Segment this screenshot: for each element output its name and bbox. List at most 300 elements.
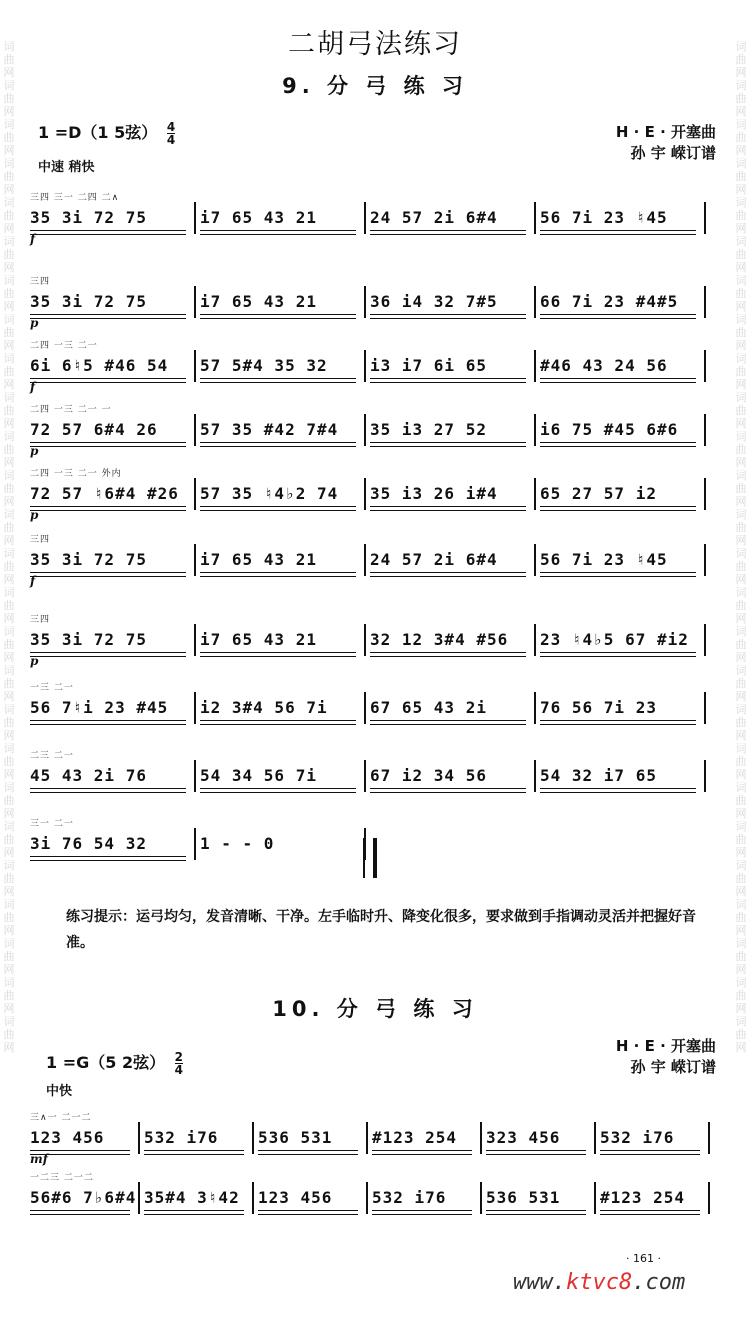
- beam-line: [144, 1154, 244, 1155]
- beam-line: [30, 230, 186, 231]
- dynamic-mark: p: [30, 508, 39, 522]
- score-row: [30, 186, 720, 248]
- beam-line: [540, 446, 696, 447]
- measure-notes: i7 65 43 21: [200, 550, 317, 569]
- fingering-marks: 一二三 二一二: [30, 1173, 94, 1183]
- measure: [200, 462, 370, 524]
- barline: [534, 624, 536, 656]
- measure-notes: i7 65 43 21: [200, 630, 317, 649]
- dynamic-mark: p: [30, 654, 39, 668]
- beam-line: [600, 1214, 700, 1215]
- watermark-right: 词曲网词曲网词曲网词曲网词曲网词曲网词曲网词曲网词曲网词曲网词曲网词曲网词曲网词曲网词曲网词曲网词曲网词曲网词曲网词曲网词曲网词曲网词曲网词曲网词曲网词曲网: [735, 40, 747, 1054]
- measure-notes: 36 i4 32 7#5: [370, 292, 498, 311]
- measure: [200, 676, 370, 738]
- measure-notes: 45 43 2i 76: [30, 766, 147, 785]
- beam-line: [540, 230, 696, 231]
- beam-line: [200, 788, 356, 789]
- score-row: [30, 398, 720, 460]
- score-row: [30, 528, 720, 590]
- score-row: [30, 1166, 720, 1228]
- dynamic-mark: p: [30, 316, 39, 330]
- composer: H · E · 开塞曲: [615, 123, 716, 141]
- barline: [364, 350, 366, 382]
- measure: [200, 334, 370, 396]
- measure: [200, 608, 370, 670]
- barline: [194, 624, 196, 656]
- beam-line: [30, 318, 186, 319]
- measure-notes: 57 35 ♮4♭2 74: [200, 484, 339, 503]
- measure: [540, 528, 710, 590]
- measure-notes: 123 456: [30, 1128, 105, 1147]
- measure-notes: 532 i76: [372, 1188, 447, 1207]
- barline: [480, 1182, 482, 1214]
- beam-line: [370, 724, 526, 725]
- beam-line: [370, 230, 526, 231]
- beam-line: [540, 510, 696, 511]
- barline: [704, 692, 706, 724]
- measure: [30, 608, 200, 670]
- dynamic-mark: mf: [30, 1152, 48, 1166]
- beam-line: [540, 788, 696, 789]
- beam-line: [200, 572, 356, 573]
- measure-notes: i3 i7 6i 65: [370, 356, 487, 375]
- barline: [708, 1122, 710, 1154]
- measure-notes: 56 7i 23 ♮45: [540, 208, 668, 227]
- barline: [138, 1182, 140, 1214]
- beam-line: [30, 1154, 130, 1155]
- dynamic-mark: f: [30, 574, 36, 588]
- barline: [534, 760, 536, 792]
- beam-line: [30, 720, 186, 721]
- beam-line: [30, 510, 186, 511]
- measure-notes: 123 456: [258, 1188, 333, 1207]
- measure: [540, 676, 710, 738]
- barline: [480, 1122, 482, 1154]
- beam-line: [258, 1210, 358, 1211]
- barline: [364, 624, 366, 656]
- measure: [372, 1166, 486, 1228]
- score-row: [30, 334, 720, 396]
- barline: [252, 1182, 254, 1214]
- measure: [540, 398, 710, 460]
- measure: [30, 462, 200, 524]
- beam-line: [144, 1210, 244, 1211]
- measure-notes: 35 3i 72 75: [30, 292, 147, 311]
- measure: [370, 270, 540, 332]
- practice-tip: 练习提示：运弓均匀，发音清晰、干净。左手临时升、降变化很多，要求做到手指调动灵活并把握好音准。: [66, 909, 696, 951]
- beam-line: [372, 1214, 472, 1215]
- measure-notes: 536 531: [486, 1188, 561, 1207]
- beam-line: [200, 318, 356, 319]
- barline: [194, 692, 196, 724]
- measure: [486, 1106, 600, 1168]
- site-watermark: www.ktvc8.com: [513, 1270, 686, 1295]
- beam-line: [370, 656, 526, 657]
- beam-line: [258, 1150, 358, 1151]
- beam-line: [370, 572, 526, 573]
- measure-notes: 35#4 3♮42: [144, 1188, 240, 1207]
- measure-notes: 35 3i 72 75: [30, 630, 147, 649]
- barline: [364, 692, 366, 724]
- measure: [540, 270, 710, 332]
- beam-line: [30, 652, 186, 653]
- barline: [704, 760, 706, 792]
- barline: [194, 760, 196, 792]
- beam-line: [540, 576, 696, 577]
- barline: [704, 202, 706, 234]
- measure: [540, 186, 710, 248]
- beam-line: [486, 1214, 586, 1215]
- measure-notes: 35 3i 72 75: [30, 550, 147, 569]
- measure: [30, 528, 200, 590]
- beam-line: [540, 720, 696, 721]
- beam-line: [370, 382, 526, 383]
- measure-notes: 56 7♮i 23 #45: [30, 698, 169, 717]
- exercise10-credits: [616, 1036, 716, 1078]
- measure-notes: #46 43 24 56: [540, 356, 668, 375]
- beam-line: [370, 446, 526, 447]
- measure-notes: 35 i3 26 i#4: [370, 484, 498, 503]
- editor: 孙 宇 嵘订谱: [630, 1058, 716, 1076]
- measure: [370, 334, 540, 396]
- time-signature: $\frac{4}{4}$: [166, 120, 176, 147]
- measure: [540, 334, 710, 396]
- measure-notes: 323 456: [486, 1128, 561, 1147]
- time-signature: $\frac{2}{4}$: [174, 1050, 184, 1077]
- barline: [194, 350, 196, 382]
- beam-line: [370, 234, 526, 235]
- measure-notes: 72 57 ♮6#4 #26: [30, 484, 179, 503]
- beam-line: [200, 506, 356, 507]
- fingering-marks: 二四 一三 二一: [30, 341, 98, 351]
- beam-line: [370, 576, 526, 577]
- barline: [704, 350, 706, 382]
- page-number: · 161 ·: [626, 1252, 661, 1265]
- page-title: 二胡弓法练习: [288, 29, 462, 60]
- beam-line: [540, 234, 696, 235]
- beam-line: [370, 442, 526, 443]
- beam-line: [370, 720, 526, 721]
- measure: [370, 186, 540, 248]
- measure-notes: 23 ♮4♭5 67 #i2: [540, 630, 689, 649]
- measure: [30, 186, 200, 248]
- measure: [30, 398, 200, 460]
- watermark-left: 词曲网词曲网词曲网词曲网词曲网词曲网词曲网词曲网词曲网词曲网词曲网词曲网词曲网词曲网词曲网词曲网词曲网词曲网词曲网词曲网词曲网词曲网词曲网词曲网词曲网词曲网: [3, 40, 15, 1054]
- beam-line: [200, 792, 356, 793]
- measure-notes: 66 7i 23 #4#5: [540, 292, 679, 311]
- beam-line: [258, 1214, 358, 1215]
- measure-notes: 24 57 2i 6#4: [370, 208, 498, 227]
- barline: [704, 414, 706, 446]
- barline: [704, 286, 706, 318]
- beam-line: [30, 576, 186, 577]
- measure: [200, 186, 370, 248]
- beam-line: [200, 382, 356, 383]
- barline: [366, 1182, 368, 1214]
- measure: [370, 744, 540, 806]
- barline: [534, 202, 536, 234]
- beam-line: [30, 442, 186, 443]
- measure-notes: 67 65 43 2i: [370, 698, 487, 717]
- exercise9-tempo: 中速 稍快: [38, 160, 95, 175]
- beam-line: [600, 1150, 700, 1151]
- barline: [364, 202, 366, 234]
- measure-notes: 65 27 57 i2: [540, 484, 657, 503]
- measure-notes: 57 5#4 35 32: [200, 356, 328, 375]
- measure: [540, 462, 710, 524]
- beam-line: [370, 314, 526, 315]
- score-row: [30, 462, 720, 524]
- barline: [194, 478, 196, 510]
- beam-line: [486, 1154, 586, 1155]
- fingering-marks: 三四: [30, 535, 51, 545]
- barline: [534, 478, 536, 510]
- barline: [194, 202, 196, 234]
- beam-line: [200, 576, 356, 577]
- beam-line: [200, 234, 356, 235]
- barline: [534, 286, 536, 318]
- measure-notes: i6 75 #45 6#6: [540, 420, 679, 439]
- measure: [200, 398, 370, 460]
- measure: [30, 812, 200, 874]
- barline: [194, 286, 196, 318]
- beam-line: [30, 856, 186, 857]
- measure: [200, 528, 370, 590]
- measure: [370, 462, 540, 524]
- measure-notes: 57 35 #42 7#4: [200, 420, 339, 439]
- barline: [364, 286, 366, 318]
- barline: [534, 544, 536, 576]
- beam-line: [540, 724, 696, 725]
- barline: [534, 350, 536, 382]
- measure-notes: 32 12 3#4 #56: [370, 630, 509, 649]
- composer: H · E · 开塞曲: [615, 1037, 716, 1055]
- measure-notes: #123 254: [600, 1188, 686, 1207]
- fingering-marks: 二四 一三 二一 外内: [30, 469, 122, 479]
- beam-line: [144, 1214, 244, 1215]
- measure-notes: 532 i76: [600, 1128, 675, 1147]
- beam-line: [30, 860, 186, 861]
- measure-notes: i2 3#4 56 7i: [200, 698, 328, 717]
- beam-line: [144, 1150, 244, 1151]
- beam-line: [30, 234, 186, 235]
- beam-line: [30, 382, 186, 383]
- barline: [364, 760, 366, 792]
- beam-line: [200, 656, 356, 657]
- beam-line: [200, 446, 356, 447]
- measure: [370, 528, 540, 590]
- measure: [30, 270, 200, 332]
- barline: [364, 478, 366, 510]
- barline: [534, 414, 536, 446]
- beam-line: [540, 506, 696, 507]
- beam-line: [370, 506, 526, 507]
- beam-line: [540, 442, 696, 443]
- beam-line: [200, 378, 356, 379]
- barline: [194, 544, 196, 576]
- fingering-marks: 一三 二一: [30, 683, 74, 693]
- measure-notes: 54 32 i7 65: [540, 766, 657, 785]
- beam-line: [486, 1210, 586, 1211]
- score-row: [30, 744, 720, 806]
- final-barline: [363, 838, 377, 878]
- beam-line: [30, 446, 186, 447]
- measure: [540, 608, 710, 670]
- beam-line: [258, 1154, 358, 1155]
- beam-line: [600, 1154, 700, 1155]
- measure-notes: 35 i3 27 52: [370, 420, 487, 439]
- score-row: [30, 608, 720, 670]
- exercise9-credits: [616, 122, 716, 164]
- beam-line: [370, 510, 526, 511]
- barline: [534, 692, 536, 724]
- measure-notes: #123 254: [372, 1128, 458, 1147]
- key-signature: 1 =G（5 2弦）: [46, 1053, 166, 1072]
- measure: [258, 1106, 372, 1168]
- measure: [30, 334, 200, 396]
- measure: [30, 1106, 144, 1168]
- beam-line: [540, 378, 696, 379]
- beam-line: [370, 788, 526, 789]
- beam-line: [370, 378, 526, 379]
- exercise9-heading: 9. 分 弓 练 习: [282, 74, 468, 98]
- measure: [372, 1106, 486, 1168]
- measure-notes: i7 65 43 21: [200, 208, 317, 227]
- measure: [370, 676, 540, 738]
- measure: [370, 608, 540, 670]
- beam-line: [200, 720, 356, 721]
- fingering-marks: 三四 三一 二四 二∧: [30, 193, 120, 203]
- measure: [200, 270, 370, 332]
- beam-line: [30, 378, 186, 379]
- score-row: [30, 270, 720, 332]
- score-row: [30, 1106, 720, 1168]
- measure: [200, 812, 370, 874]
- beam-line: [30, 788, 186, 789]
- fingering-marks: 三一 二一: [30, 819, 74, 829]
- fingering-marks: 二四 一三 二一 一: [30, 405, 112, 415]
- beam-line: [370, 318, 526, 319]
- measure-notes: 76 56 7i 23: [540, 698, 657, 717]
- fingering-marks: 三四: [30, 615, 51, 625]
- fingering-marks: 二三 二一: [30, 751, 74, 761]
- exercise10-key: [46, 1050, 183, 1076]
- barline: [194, 414, 196, 446]
- beam-line: [200, 314, 356, 315]
- beam-line: [30, 792, 186, 793]
- measure-notes: 56#6 7♭6#4: [30, 1188, 137, 1207]
- barline: [704, 544, 706, 576]
- beam-line: [372, 1154, 472, 1155]
- beam-line: [30, 1214, 130, 1215]
- beam-line: [540, 656, 696, 657]
- dynamic-mark: p: [30, 444, 39, 458]
- exercise10-heading: 10. 分 弓 练 习: [272, 997, 478, 1021]
- measure-notes: 54 34 56 7i: [200, 766, 317, 785]
- beam-line: [600, 1210, 700, 1211]
- measure-notes: 24 57 2i 6#4: [370, 550, 498, 569]
- measure: [600, 1106, 714, 1168]
- barline: [366, 1122, 368, 1154]
- beam-line: [540, 382, 696, 383]
- beam-line: [372, 1150, 472, 1151]
- beam-line: [30, 656, 186, 657]
- measure: [144, 1106, 258, 1168]
- barline: [364, 414, 366, 446]
- measure: [200, 744, 370, 806]
- barline: [708, 1182, 710, 1214]
- beam-line: [486, 1150, 586, 1151]
- beam-line: [30, 314, 186, 315]
- barline: [704, 624, 706, 656]
- measure: [540, 744, 710, 806]
- beam-line: [30, 1210, 130, 1211]
- beam-line: [200, 724, 356, 725]
- beam-line: [370, 652, 526, 653]
- dynamic-mark: f: [30, 380, 36, 394]
- beam-line: [200, 442, 356, 443]
- measure: [258, 1166, 372, 1228]
- beam-line: [30, 572, 186, 573]
- barline: [704, 478, 706, 510]
- beam-line: [370, 792, 526, 793]
- score-row: [30, 676, 720, 738]
- barline: [364, 544, 366, 576]
- barline: [194, 828, 196, 860]
- fingering-marks: 三四: [30, 277, 51, 287]
- barline: [252, 1122, 254, 1154]
- key-signature: 1 =D（1 5弦）: [38, 123, 158, 142]
- measure-notes: 536 531: [258, 1128, 333, 1147]
- fingering-marks: 三∧一 二一二: [30, 1113, 92, 1123]
- beam-line: [30, 724, 186, 725]
- measure-notes: 56 7i 23 ♮45: [540, 550, 668, 569]
- measure: [30, 676, 200, 738]
- beam-line: [540, 652, 696, 653]
- measure: [486, 1166, 600, 1228]
- editor: 孙 宇 嵘订谱: [630, 144, 716, 162]
- measure-notes: 72 57 6#4 26: [30, 420, 158, 439]
- measure: [600, 1166, 714, 1228]
- beam-line: [540, 792, 696, 793]
- beam-line: [30, 1150, 130, 1151]
- measure: [144, 1166, 258, 1228]
- barline: [594, 1122, 596, 1154]
- measure-notes: 67 i2 34 56: [370, 766, 487, 785]
- beam-line: [200, 230, 356, 231]
- measure-notes: 3i 76 54 32: [30, 834, 147, 853]
- exercise9-key: [38, 120, 175, 146]
- barline: [594, 1182, 596, 1214]
- beam-line: [200, 510, 356, 511]
- measure-notes: 35 3i 72 75: [30, 208, 147, 227]
- measure-notes: 6i 6♮5 #46 54: [30, 356, 169, 375]
- beam-line: [540, 314, 696, 315]
- beam-line: [540, 572, 696, 573]
- beam-line: [540, 318, 696, 319]
- exercise10-tempo: 中快: [46, 1084, 73, 1099]
- measure-notes: 532 i76: [144, 1128, 219, 1147]
- measure-notes: 1 - - 0: [200, 834, 275, 853]
- beam-line: [372, 1210, 472, 1211]
- dynamic-mark: f: [30, 232, 36, 246]
- measure: [30, 744, 200, 806]
- barline: [138, 1122, 140, 1154]
- measure: [30, 1166, 144, 1228]
- measure: [370, 398, 540, 460]
- beam-line: [200, 652, 356, 653]
- beam-line: [30, 506, 186, 507]
